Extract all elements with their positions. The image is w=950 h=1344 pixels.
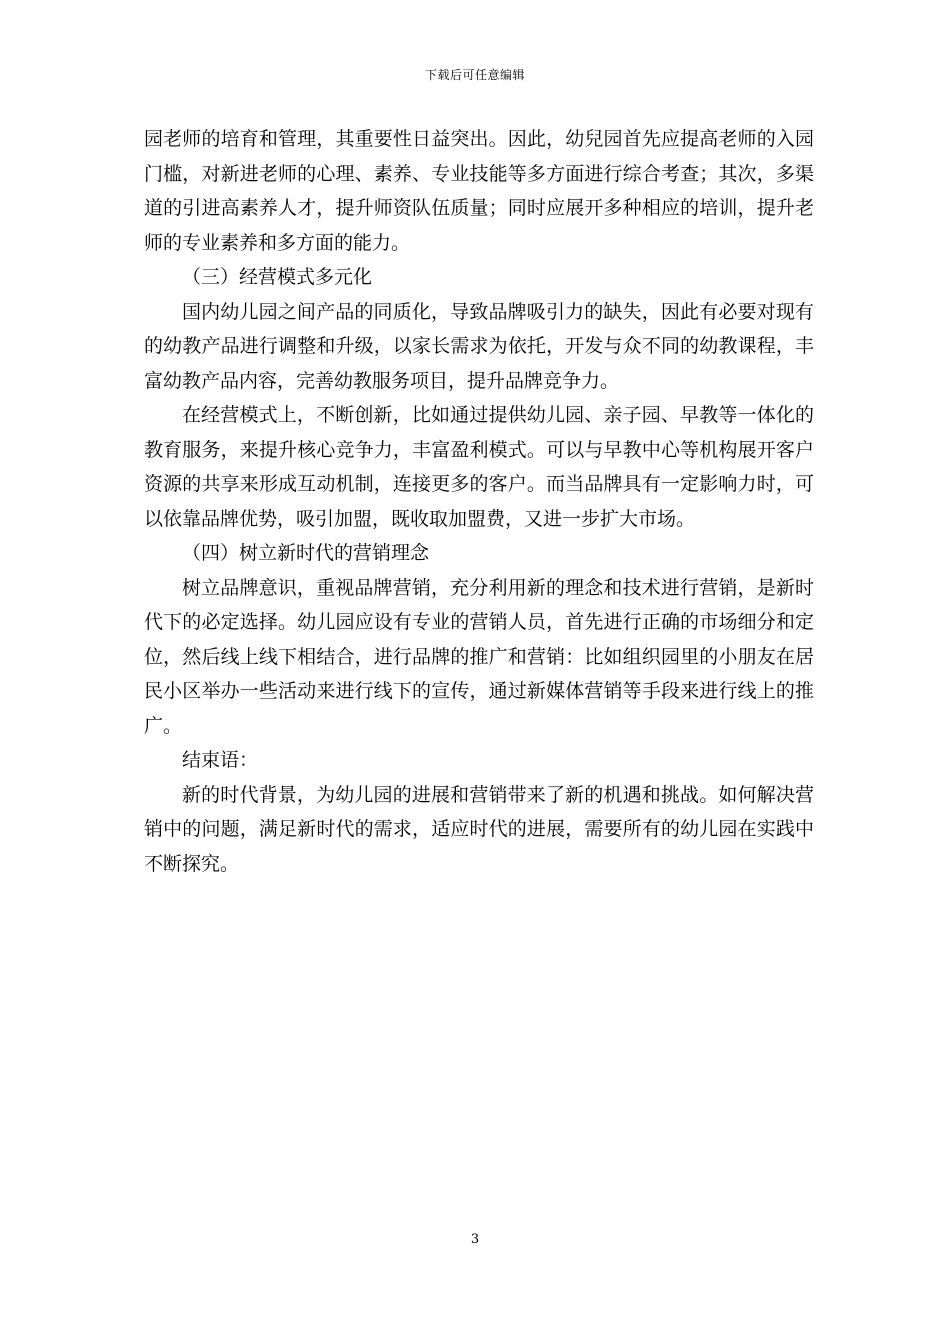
conclusion-heading: 结束语： bbox=[182, 749, 259, 771]
paragraph-continuation: 园老师的培育和管理，其重要性日益突出。因此，幼兒园首先应提高老师的入园门槛，对新进老师的心理、素养、专业技能等多方面进行综合考查；其次，多渠道的引进高素养人才，提升师资队伍质量；同时应展开多种相应的培训，提升老师的专业素养和多方面的能力。 bbox=[144, 128, 814, 254]
page-header: 下载后可任意编辑 bbox=[424, 68, 525, 82]
paragraph: 国内幼儿园之间产品的同质化，导致品牌吸引力的缺失，因此有必要对现有的幼教产品进行调整和升级，以家长需求为依托，开发与众不同的幼教课程，丰富幼教产品内容，完善幼教服务项目，提升品牌竞争力。 bbox=[144, 300, 814, 392]
paragraph: 在经营模式上，不断创新，比如通过提供幼儿园、亲子园、早教等一体化的教育服务，来提升核心竞争力，丰富盈利模式。可以与早教中心等机构展开客户资源的共享来形成互动机制，连接更多的客户。而当品牌具有一定影响力时，可以依靠品牌优势，吸引加盟，既收取加盟费，又进一步扩大市场。 bbox=[144, 404, 814, 530]
paragraph: 新的时代背景，为幼儿园的进展和营销带来了新的机遇和挑战。如何解决营销中的问题，满足新时代的需求，适应时代的进展，需要所有的幼儿园在实践中不断探究。 bbox=[144, 783, 814, 875]
section-heading-4: （四）树立新时代的营销理念 bbox=[182, 542, 430, 564]
document-body bbox=[144, 122, 814, 881]
paragraph: 树立品牌意识，重视品牌营销，充分利用新的理念和技术进行营销，是新时代下的必定选择。幼儿园应设有专业的营销人员，首先进行正确的市场细分和定位，然后线上线下相结合，进行品牌的推广和营销：比如组织园里的小朋友在居民小区举办一些活动来进行线下的宣传，通过新媒体营销等手段来进行线上的推广。 bbox=[144, 576, 814, 737]
section-heading-3: （三）经营模式多元化 bbox=[182, 266, 373, 288]
page-number: 3 bbox=[470, 1232, 480, 1247]
